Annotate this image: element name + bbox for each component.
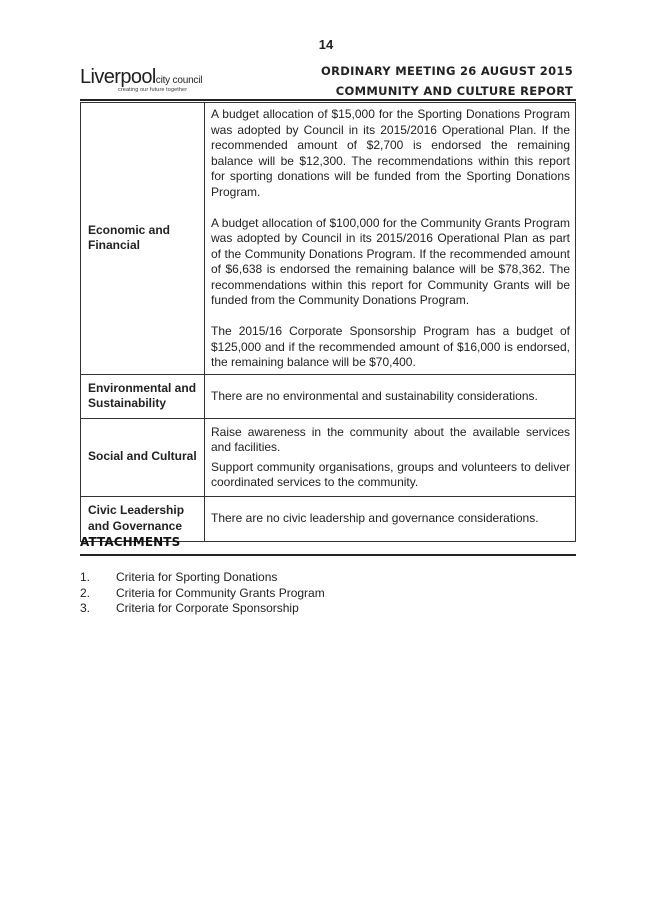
logo-word: Liverpool	[80, 66, 156, 88]
logo-suffix: city council	[155, 75, 203, 86]
header-divider	[80, 99, 576, 101]
row-content	[205, 103, 576, 375]
list-item	[80, 586, 576, 602]
attachments-heading: ATTACHMENTS	[80, 535, 181, 549]
row-content	[205, 374, 576, 418]
table-row	[81, 418, 576, 496]
logo-tagline: creating our future together	[118, 87, 188, 93]
paragraph: A budget allocation of $100,000 for the Community Grants Program was adopted by Council in its 2015/2016 Operational Plan as part of the Community Donations Program. If the recommended amount of $6,638 is endorsed the remaining balance will be $78,362. The recommendations within this report for Community Grants will be funded from the Community Donations Program.	[211, 215, 570, 307]
attachments-list	[80, 570, 576, 617]
list-item	[80, 601, 576, 617]
row-content	[205, 496, 576, 541]
paragraph: A budget allocation of $15,000 for the Sporting Donations Program was adopted by Council in its 2015/2016 Operational Plan. If the recommended amount of $2,700 is endorsed the remaining balance will be $12,300. The recommendations within this report for sporting donations will be funded from the Sporting Donations Program.	[211, 107, 570, 199]
row-label: Economic and Financial	[81, 103, 205, 375]
logo-wordmark	[80, 66, 202, 89]
page-number: 14	[318, 37, 334, 52]
item-text: Criteria for Sporting Donations	[116, 570, 278, 584]
list-item	[80, 570, 576, 586]
row-label: Social and Cultural	[81, 418, 205, 496]
attachments-divider	[80, 554, 576, 556]
paragraph: Support community organisations, groups and volunteers to deliver coordinated services to the community.	[211, 459, 570, 489]
table-row	[81, 374, 576, 418]
paragraph: Raise awareness in the community about the available services and facilities.	[211, 424, 570, 454]
item-number: 2.	[80, 585, 91, 600]
meeting-title: ORDINARY MEETING 26 AUGUST 2015	[321, 64, 573, 78]
row-content	[205, 418, 576, 496]
report-title: COMMUNITY AND CULTURE REPORT	[335, 84, 573, 98]
considerations-table	[80, 102, 576, 542]
item-text: Criteria for Corporate Sponsorship	[116, 601, 299, 615]
paragraph: There are no environmental and sustainability considerations.	[211, 388, 538, 403]
paragraph: There are no civic leadership and governance considerations.	[211, 511, 539, 526]
item-number: 3.	[80, 601, 91, 615]
table-row	[81, 103, 576, 375]
row-label: Civic Leadership and Governance	[81, 496, 205, 541]
paragraph: The 2015/16 Corporate Sponsorship Program has a budget of $125,000 and if the recommended amount of $16,000 is endorsed, the remaining balance will be $70,400.	[211, 324, 570, 369]
row-label: Environmental and Sustainability	[81, 374, 205, 418]
item-number: 1.	[80, 570, 91, 584]
council-logo	[80, 66, 240, 96]
item-text: Criteria for Community Grants Program	[116, 585, 325, 600]
